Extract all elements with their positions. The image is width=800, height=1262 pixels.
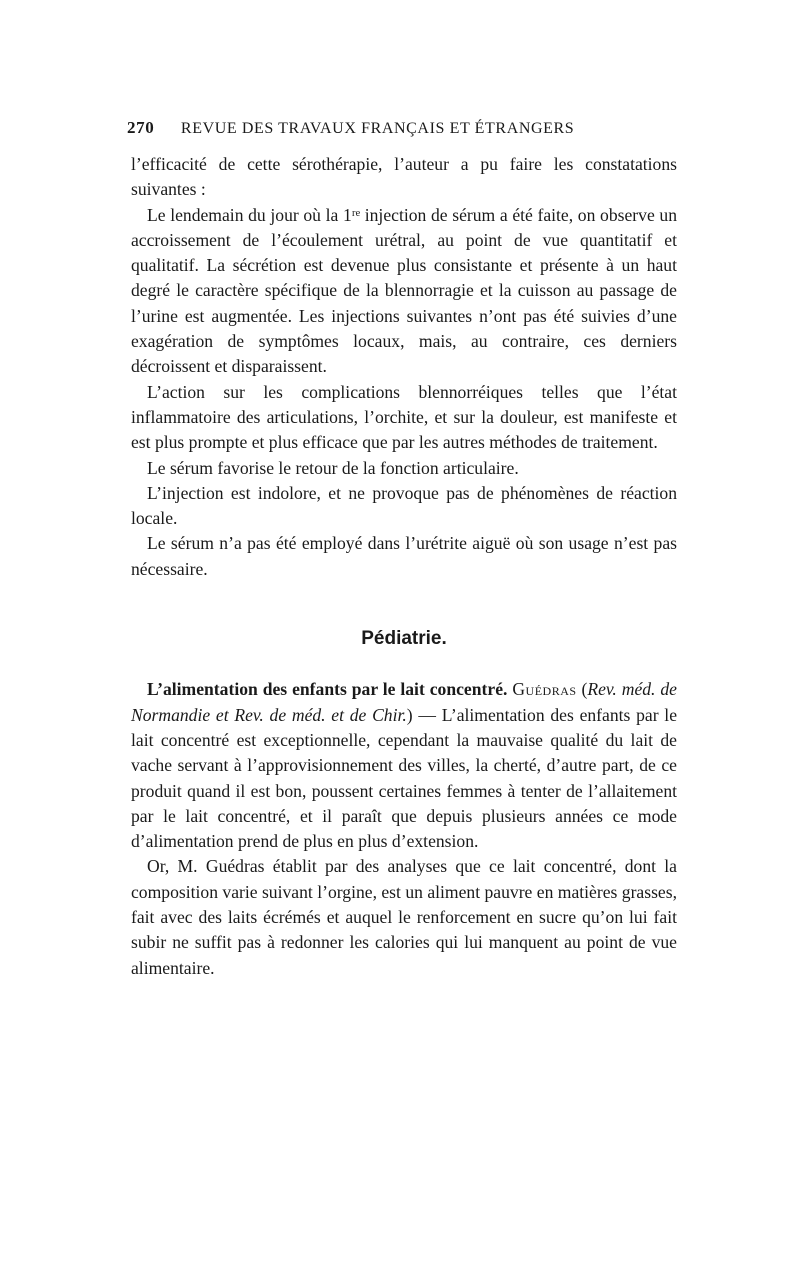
article-title: L’alimentation des enfants par le lait concentré.	[147, 679, 508, 700]
article-author: Guédras	[512, 679, 577, 700]
article-paragraph	[131, 677, 677, 854]
article-text: L’alimentation des enfants par le lait concentré est exceptionnelle, cependant la mauvaise qualité du lait de vache servant à l’approvisionnement des villes, la cherté, d’autre part, de ce produit quand il est bon, poussent certaines femmes à tenter de l’allaitement par le lait concentré, et il paraît que depuis plusieurs années ce mode d’alimentation prend de plus en plus d’extension.	[131, 704, 678, 852]
paragraph: Or, M. Guédras établit par des analyses que ce lait concentré, dont la composition varie suivant l’orgine, est un aliment pauvre en matières grasses, fait avec des laits écrémés et auquel le renforcement en sucre qu’on lui fait subir ne suffit pas à redonner les calories qui lui manquent au point de vue alimentaire.	[131, 856, 677, 978]
source-open-paren: (	[581, 679, 588, 700]
paragraph: Le lendemain du jour où la 1ʳᵉ injection de sérum a été faite, on observe un accroissement de l’écoulement urétral, au point de vue quantitatif et qualitatif. La sécrétion est devenue plus consistante et présente à un haut degré le caractère spécifique de la blennorragie et la cuisson au passage de l’urine est augmentée. Les injections suivantes n’ont pas été suivies d’une exagération de symptômes locaux, mais, au contraire, ces derniers décroissent et disparaissent.	[131, 204, 677, 377]
paragraph: Le sérum favorise le retour de la fonction articulaire.	[147, 457, 519, 478]
page-body	[131, 152, 677, 981]
paragraph: Le sérum n’a pas été employé dans l’urétrite aiguë où son usage n’est pas nécessaire.	[131, 533, 677, 579]
page-number: 270	[127, 118, 155, 137]
article-source: Rev. méd. de Normandie et Rev. de méd. et de Chir.	[131, 679, 677, 725]
source-close-paren: ) —	[406, 704, 442, 725]
paragraph: L’injection est indolore, et ne provoque pas de phénomènes de réaction locale.	[131, 482, 677, 529]
running-title: REVUE DES TRAVAUX FRANÇAIS ET ÉTRANGERS	[180, 120, 575, 137]
section-heading: Pédiatrie.	[361, 628, 447, 650]
paragraph: l’efficacité de cette sérothérapie, l’auteur a pu faire les constatations suivantes :	[131, 154, 677, 200]
paragraph: L’action sur les complications blennorréiques telles que l’état inflammatoire des articulations, l’orchite, et sur la douleur, est manifeste et est plus prompte et plus efficace que par les autres méthodes de traitement.	[131, 381, 677, 453]
running-header	[127, 118, 675, 138]
